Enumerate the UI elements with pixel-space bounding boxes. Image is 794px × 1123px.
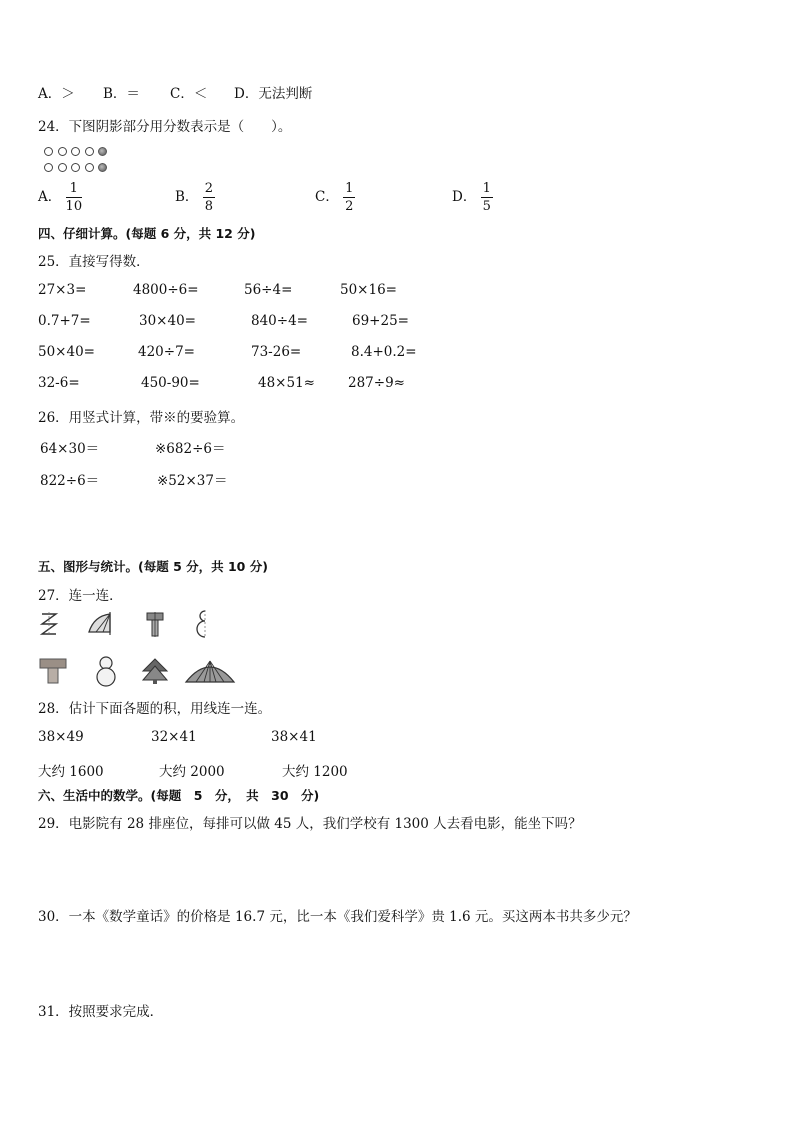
circle-2 <box>58 147 67 156</box>
q28-product-1: 38×49 <box>38 729 84 745</box>
q25-r4-c4: 287÷9≈ <box>348 375 405 391</box>
q25-title: 25．直接写得数． <box>38 254 150 270</box>
circle-1 <box>44 147 53 156</box>
q25-r2-c1: 0.7+7= <box>38 313 91 329</box>
q24-fraction-b-denominator: 8 <box>204 199 213 214</box>
q25-r1-c2: 4800÷6= <box>133 282 199 298</box>
q24-fraction-c <box>343 182 355 213</box>
q28-title: 28．估计下面各题的积，用线连一连。 <box>38 701 272 717</box>
q23-option-c: C．＜ <box>170 86 208 102</box>
q28-estimate-3: 大约 1200 <box>282 764 348 780</box>
section-4-heading: 四、仔细计算。(每题 6 分，共 12 分) <box>38 226 256 241</box>
q28-estimate-1: 大约 1600 <box>38 764 104 780</box>
q24-fraction-d <box>481 182 493 213</box>
q24-fraction-a-denominator: 10 <box>65 199 83 214</box>
q24-fraction-d-denominator: 5 <box>482 199 491 214</box>
circle-5 <box>98 147 107 156</box>
q24-option-d-letter: D． <box>452 189 477 205</box>
circle-10 <box>98 163 107 172</box>
q27-title: 27．连一连． <box>38 588 123 604</box>
q31-text: 31．按照要求完成． <box>38 1004 164 1020</box>
q24-question: 24．下图阴影部分用分数表示是（ ）。 <box>38 119 292 135</box>
q28-estimate-2: 大约 2000 <box>159 764 225 780</box>
q26-item-1: 64×30＝ <box>40 441 100 457</box>
q26-title: 26．用竖式计算，带※的要验算。 <box>38 410 245 426</box>
tree-figure <box>140 656 170 686</box>
q25-r4-c1: 32-6= <box>38 375 80 391</box>
half-zigzag-figure <box>38 610 60 638</box>
q24-option-c <box>315 182 355 213</box>
q28-product-3: 38×41 <box>271 729 317 745</box>
q26-item-2: ※682÷6＝ <box>155 441 226 457</box>
half-snowman-figure <box>196 608 214 640</box>
q24-fraction-a-numerator: 1 <box>66 182 83 198</box>
q29-text: 29．电影院有 28 排座位，每排可以做 45 人，我们学校有 1300 人去看电影，能坐下吗？ <box>38 816 582 832</box>
q25-r3-c4: 8.4+0.2= <box>351 344 417 360</box>
circle-7 <box>58 163 67 172</box>
q24-fraction-c-numerator: 1 <box>345 181 354 196</box>
q24-option-c-letter: C． <box>315 189 339 205</box>
q24-circle-grid <box>44 147 114 175</box>
q25-r1-c1: 27×3= <box>38 282 87 298</box>
q24-option-a-letter: A． <box>38 189 62 205</box>
q28-product-2: 32×41 <box>151 729 197 745</box>
circle-3 <box>71 147 80 156</box>
q24-option-a <box>38 182 82 213</box>
circle-9 <box>85 163 94 172</box>
q24-fraction-b-numerator: 2 <box>204 181 213 196</box>
q26-item-4: ※52×37＝ <box>157 473 228 489</box>
q23-option-a: A．＞ <box>38 86 75 102</box>
q25-r4-c2: 450-90= <box>141 375 200 391</box>
umbrella-figure <box>184 658 236 686</box>
q25-r2-c4: 69+25= <box>352 313 409 329</box>
snowman-figure <box>94 654 118 688</box>
half-umbrella-figure <box>86 610 114 636</box>
q25-r3-c2: 420÷7= <box>138 344 195 360</box>
q25-r2-c2: 30×40= <box>139 313 196 329</box>
q24-fraction-a <box>66 182 83 213</box>
q24-option-b-letter: B． <box>175 189 199 205</box>
q23-option-d: D．无法判断 <box>234 86 313 102</box>
mushroom-figure <box>38 656 68 686</box>
q25-r4-c3: 48×51≈ <box>258 375 315 391</box>
q25-r3-c1: 50×40= <box>38 344 95 360</box>
q25-r2-c3: 840÷4= <box>251 313 308 329</box>
circle-4 <box>85 147 94 156</box>
circle-8 <box>71 163 80 172</box>
q26-item-3: 822÷6＝ <box>40 473 100 489</box>
q24-fraction-c-denominator: 2 <box>345 199 354 214</box>
circle-6 <box>44 163 53 172</box>
q30-text: 30．一本《数学童话》的价格是 16.7 元，比一本《我们爱科学》贵 1.6 元。买这两本书共多少元？ <box>38 909 637 925</box>
q25-r1-c4: 50×16= <box>340 282 397 298</box>
section-6-heading: 六、生活中的数学。(每题 5 分， 共 30 分) <box>38 788 320 803</box>
section-5-heading: 五、图形与统计。(每题 5 分，共 10 分) <box>38 559 268 574</box>
q23-option-b: B．＝ <box>103 86 140 102</box>
q24-option-d <box>452 182 493 213</box>
q24-fraction-b <box>203 182 215 213</box>
q24-fraction-d-numerator: 1 <box>482 181 491 196</box>
half-mushroom-figure <box>144 610 166 638</box>
q25-r3-c3: 73-26= <box>251 344 302 360</box>
q24-option-b <box>175 182 215 213</box>
q25-r1-c3: 56÷4= <box>244 282 293 298</box>
